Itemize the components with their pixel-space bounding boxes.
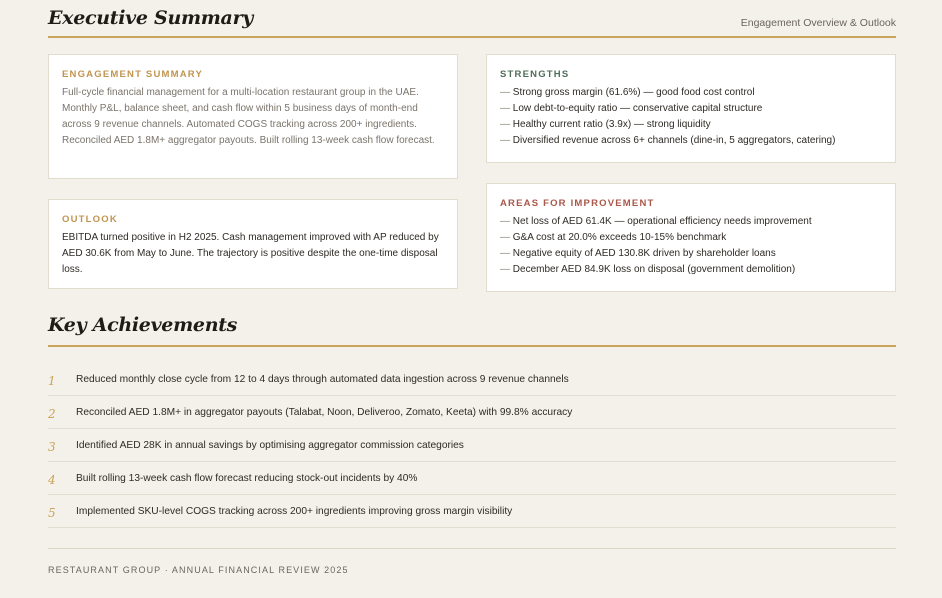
strength-item-text: Low debt-to-equity ratio — conservative capital structure: [512, 103, 763, 114]
achievement-text: Reconciled AED 1.8M+ in aggregator payouts (Talabat, Noon, Deliveroo, Zomato, Keeta) with 99.8% accuracy: [76, 406, 573, 418]
dash-glyph: —: [500, 264, 510, 275]
dash-glyph: —: [500, 119, 510, 130]
achievement-row: [48, 396, 896, 429]
strength-item: [500, 101, 882, 117]
outlook-title: OUTLOOK: [62, 214, 118, 225]
achievement-row: [48, 429, 896, 462]
achievement-text: Identified AED 28K in annual savings by optimising aggregator commission categories: [76, 439, 464, 451]
improvement-item-text: December AED 84.9K loss on disposal (government demolition): [512, 264, 796, 275]
strength-item: [500, 85, 882, 101]
improvement-title: AREAS FOR IMPROVEMENT: [500, 198, 655, 209]
improvement-item: [500, 262, 882, 278]
dash-glyph: —: [500, 87, 510, 98]
improvement-item-text: G&A cost at 20.0% exceeds 10-15% benchmark: [512, 232, 727, 243]
dash-glyph: —: [500, 103, 510, 114]
improvement-item-text: Negative equity of AED 130.8K driven by shareholder loans: [512, 248, 776, 259]
executive-summary-subtitle: Engagement Overview & Outlook: [740, 17, 896, 29]
footer-text: RESTAURANT GROUP · ANNUAL FINANCIAL REVIEW 2025: [48, 565, 349, 575]
key-achievements-header: [48, 307, 896, 347]
dash-glyph: —: [500, 135, 510, 146]
improvement-item: [500, 214, 882, 230]
achievement-row: [48, 363, 896, 396]
strength-item-text: Healthy current ratio (3.9x) — strong liquidity: [512, 119, 711, 130]
engagement-summary-title: ENGAGEMENT SUMMARY: [62, 69, 204, 80]
executive-summary-header: [48, 0, 896, 38]
strength-item: [500, 133, 882, 149]
outlook-card: [48, 199, 458, 289]
strength-item-text: Diversified revenue across 6+ channels (dine-in, 5 aggregators, catering): [512, 135, 836, 146]
achievement-number: 4: [48, 473, 56, 487]
improvement-item: [500, 246, 882, 262]
achievement-number: 5: [48, 506, 56, 520]
strengths-card: [486, 54, 896, 163]
outlook-text: EBITDA turned positive in H2 2025. Cash management improved with AP reduced by AED 30.6K from May to June. The trajectory is positive despite the one-time disposal loss.: [62, 232, 439, 275]
engagement-summary-text: Full-cycle financial management for a multi-location restaurant group in the UAE. Monthly P&L, balance sheet, and cash flow within 5 business days of month-end across 9 revenue channels. Automated COGS tracking across 200+ ingredients. Reconciled AED 1.8M+ aggregator payouts. Built rolling 13-week cash flow forecast.: [62, 87, 435, 146]
achievement-text: Reduced monthly close cycle from 12 to 4 days through automated data ingestion across 9 revenue channels: [76, 373, 569, 385]
engagement-summary-card: [48, 54, 458, 179]
achievement-row: [48, 495, 896, 528]
dash-glyph: —: [500, 232, 510, 243]
summary-cards: [48, 54, 896, 307]
page: [48, 0, 896, 575]
strength-item: [500, 117, 882, 133]
achievement-number: 1: [48, 374, 56, 388]
achievement-number: 3: [48, 440, 56, 454]
strength-item-text: Strong gross margin (61.6%) — good food cost control: [512, 87, 755, 98]
improvement-card: [486, 183, 896, 292]
executive-summary-title: Executive Summary: [48, 7, 254, 29]
key-achievements-title: Key Achievements: [48, 314, 238, 336]
footer-divider: [48, 548, 896, 549]
achievement-text: Implemented SKU-level COGS tracking across 200+ ingredients improving gross margin visibility: [76, 505, 513, 517]
strengths-title: STRENGTHS: [500, 69, 570, 80]
achievement-row: [48, 462, 896, 495]
achievement-text: Built rolling 13-week cash flow forecast reducing stock-out incidents by 40%: [76, 472, 418, 484]
dash-glyph: —: [500, 216, 510, 227]
dash-glyph: —: [500, 248, 510, 259]
achievements-list: [48, 363, 896, 528]
improvement-item: [500, 230, 882, 246]
achievement-number: 2: [48, 407, 56, 421]
improvement-item-text: Net loss of AED 61.4K — operational efficiency needs improvement: [512, 216, 812, 227]
